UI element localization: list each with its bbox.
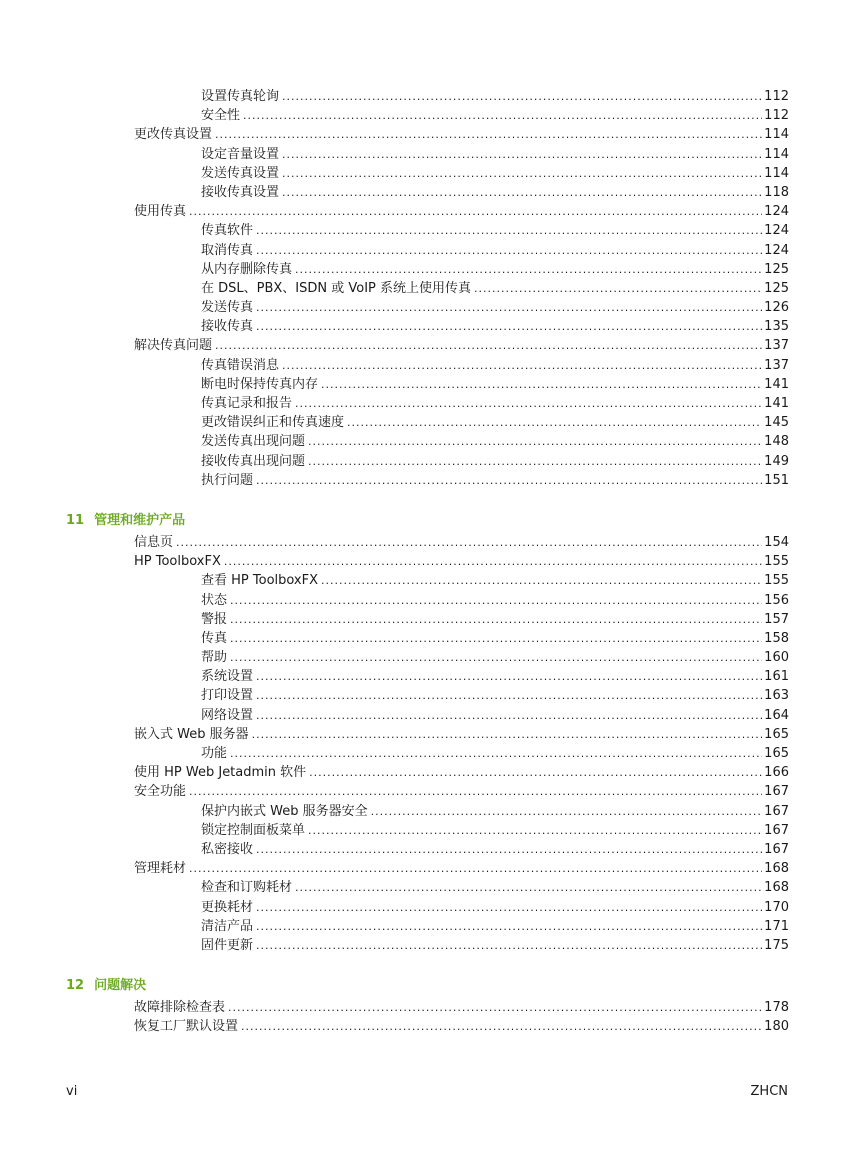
toc-entry-title: 更改错误纠正和传真速度: [201, 415, 345, 431]
toc-entry[interactable]: [134, 1017, 789, 1036]
toc-entry-title: 传真软件: [201, 223, 254, 239]
toc-entry[interactable]: [134, 125, 789, 144]
toc-entry-title: 警报: [201, 611, 228, 627]
toc-group: [0, 571, 868, 725]
toc-entry-title: 功能: [201, 746, 228, 761]
toc-entry-page: 160: [764, 650, 789, 666]
toc-entry[interactable]: [134, 202, 789, 221]
toc-subentry[interactable]: [201, 821, 789, 840]
toc-subentry[interactable]: [201, 298, 789, 317]
dot-leader: [189, 782, 762, 801]
toc-entry-page: 165: [764, 746, 789, 761]
dot-leader: [241, 1017, 762, 1036]
footer-page-number: vi: [66, 1084, 78, 1099]
toc-subentry[interactable]: [201, 221, 789, 240]
dot-leader: [309, 763, 762, 782]
dot-leader: [308, 821, 762, 840]
toc-entry-page: 156: [764, 592, 789, 608]
toc-entry-page: 141: [764, 396, 789, 411]
toc-subentry[interactable]: [201, 471, 789, 490]
toc-subentry[interactable]: [201, 164, 789, 183]
dot-leader: [282, 183, 762, 202]
toc-entry-page: 154: [764, 534, 789, 550]
toc-entry-page: 137: [764, 338, 789, 354]
dot-leader: [256, 221, 762, 240]
dot-leader: [256, 936, 762, 955]
toc-entry-page: 114: [764, 127, 789, 143]
dot-leader: [224, 552, 762, 571]
toc-entry-title: 检查和订购耗材: [201, 880, 293, 896]
dot-leader: [256, 317, 762, 336]
dot-leader: [252, 725, 763, 744]
toc-subentry[interactable]: [201, 394, 789, 413]
toc-entry-title: 设置传真轮询: [201, 89, 280, 104]
toc-entry-page: 164: [764, 707, 789, 723]
toc-group: [0, 356, 868, 490]
toc-group: [0, 878, 868, 955]
toc-entry-title: 使用传真: [134, 204, 187, 220]
dot-leader: [230, 629, 762, 648]
toc-subentry[interactable]: [201, 917, 789, 936]
toc-entry-page: 168: [764, 880, 789, 896]
toc-entry-title: 状态: [201, 592, 228, 608]
toc-entry-title: 设定音量设置: [201, 146, 280, 162]
dot-leader: [189, 202, 762, 221]
toc-entry-title: 帮助: [201, 650, 228, 666]
toc-subentry[interactable]: [201, 898, 789, 917]
toc-entry-title: 固件更新: [201, 937, 254, 953]
dot-leader: [321, 375, 762, 394]
dot-leader: [308, 452, 762, 471]
dot-leader: [256, 471, 762, 490]
toc-entry[interactable]: [134, 336, 789, 355]
toc-entry-title: 保护内嵌式 Web 服务器安全: [201, 803, 368, 819]
dot-leader: [295, 878, 762, 897]
toc-entry-title: 网络设置: [201, 707, 254, 723]
toc-group: [0, 87, 868, 125]
dot-leader: [243, 106, 762, 125]
dot-leader: [295, 260, 762, 279]
toc-subentry[interactable]: [201, 413, 789, 432]
dot-leader: [256, 298, 762, 317]
toc-group: [0, 744, 868, 763]
toc-entry-title: 取消传真: [201, 242, 254, 258]
toc-entry-title: 在 DSL、PBX、ISDN 或 VoIP 系统上使用传真: [201, 280, 472, 296]
toc-subentry[interactable]: [201, 375, 789, 394]
toc-entry-page: 178: [764, 1000, 789, 1016]
dot-leader: [256, 686, 762, 705]
toc-entry-title: 从内存删除传真: [201, 261, 293, 277]
dot-leader: [256, 840, 762, 859]
dot-leader: [256, 667, 762, 686]
toc-entry-page: 114: [764, 146, 789, 162]
toc-entry-page: 125: [764, 261, 789, 277]
toc-entry-title: 发送传真出现问题: [201, 434, 306, 450]
toc-subentry[interactable]: [201, 183, 789, 202]
toc-entry-page: 125: [764, 280, 789, 296]
toc-group: [0, 221, 868, 336]
toc-entry-page: 126: [764, 300, 789, 316]
toc-entry-page: 112: [764, 108, 789, 124]
dot-leader: [282, 145, 762, 164]
dot-leader: [256, 706, 762, 725]
dot-leader: [215, 336, 762, 355]
toc-subentry[interactable]: [201, 241, 789, 260]
toc-entry-title: 接收传真出现问题: [201, 453, 306, 469]
toc-entry-page: 167: [764, 784, 789, 800]
chapter-title: 管理和维护产品: [94, 512, 186, 528]
toc-entry-title: 嵌入式 Web 服务器: [134, 726, 249, 742]
toc-subentry[interactable]: [201, 571, 789, 590]
toc-entry-title: 私密接收: [201, 841, 254, 857]
toc-entry[interactable]: [134, 725, 789, 744]
toc-entry-page: 149: [764, 453, 789, 469]
footer-language-code: ZHCN: [750, 1084, 788, 1099]
toc-entry-title: 信息页: [134, 534, 174, 550]
toc-entry-page: 145: [764, 415, 789, 431]
chapter-number: 11: [66, 512, 85, 528]
toc-entry-title: 发送传真: [201, 300, 254, 316]
toc-entry-title: 接收传真设置: [201, 184, 280, 200]
toc-entry[interactable]: [134, 998, 789, 1017]
toc-entry-title: 更换耗材: [201, 899, 254, 915]
dot-leader: [230, 648, 762, 667]
toc-entry[interactable]: [134, 859, 789, 878]
toc-entry-page: 175: [764, 937, 789, 953]
toc-entry[interactable]: [134, 533, 789, 552]
dot-leader: [230, 744, 762, 763]
toc-entry-title: 打印设置: [201, 688, 254, 704]
toc-entry-title: 清洁产品: [201, 918, 254, 934]
toc-entry-page: 166: [764, 765, 789, 781]
toc-entry-page: 167: [764, 841, 789, 857]
dot-leader: [371, 802, 763, 821]
table-of-contents: [0, 87, 868, 1036]
toc-entry-page: 161: [764, 669, 789, 685]
toc-entry-page: 163: [764, 688, 789, 704]
chapter-number: 12: [66, 978, 85, 994]
toc-subentry[interactable]: [201, 591, 789, 610]
dot-leader: [282, 164, 762, 183]
toc-subentry[interactable]: [201, 802, 789, 821]
toc-entry-title: 安全性: [201, 108, 241, 124]
toc-entry-page: 112: [764, 89, 789, 104]
toc-group: [0, 802, 868, 860]
toc-subentry[interactable]: [201, 744, 789, 763]
chapter-heading[interactable]: [66, 509, 868, 533]
dot-leader: [295, 394, 762, 413]
dot-leader: [256, 241, 762, 260]
dot-leader: [176, 533, 762, 552]
toc-entry-title: 解决传真问题: [134, 338, 213, 354]
toc-entry-page: 155: [764, 573, 789, 589]
toc-subentry[interactable]: [201, 145, 789, 164]
toc-subentry[interactable]: [201, 878, 789, 897]
toc-entry-title: 查看 HP ToolboxFX: [201, 573, 319, 589]
toc-entry-title: 恢复工厂默认设置: [134, 1019, 239, 1035]
toc-entry-page: 114: [764, 165, 789, 181]
toc-entry-title: 管理耗材: [134, 861, 187, 877]
dot-leader: [228, 998, 762, 1017]
toc-entry[interactable]: [134, 552, 789, 571]
dot-leader: [308, 432, 762, 451]
toc-subentry[interactable]: [201, 706, 789, 725]
toc-entry-title: 故障排除检查表: [134, 1000, 226, 1016]
toc-entry-page: 158: [764, 630, 789, 646]
toc-subentry[interactable]: [201, 432, 789, 451]
toc-entry-page: 137: [764, 357, 789, 373]
toc-subentry[interactable]: [201, 317, 789, 336]
toc-entry-page: 167: [764, 822, 789, 838]
dot-leader: [256, 898, 762, 917]
dot-leader: [215, 125, 762, 144]
toc-entry-page: 151: [764, 472, 789, 488]
toc-entry-page: 141: [764, 376, 789, 392]
toc-entry-title: 安全功能: [134, 784, 187, 800]
dot-leader: [189, 859, 762, 878]
toc-entry-page: 168: [764, 861, 789, 877]
toc-entry-page: 155: [764, 554, 789, 570]
toc-entry-page: 170: [764, 899, 789, 915]
toc-entry-title: 传真记录和报告: [201, 396, 293, 411]
toc-entry-page: 180: [764, 1019, 789, 1035]
toc-subentry[interactable]: [201, 667, 789, 686]
dot-leader: [347, 413, 762, 432]
toc-entry-title: 断电时保持传真内存: [201, 376, 319, 392]
dot-leader: [256, 917, 762, 936]
toc-entry-title: 系统设置: [201, 669, 254, 685]
toc-entry-title: 锁定控制面板菜单: [201, 822, 306, 838]
spacer: [0, 955, 868, 974]
spacer: [0, 490, 868, 509]
toc-entry-page: 171: [764, 918, 789, 934]
toc-subentry[interactable]: [201, 452, 789, 471]
toc-subentry[interactable]: [201, 648, 789, 667]
dot-leader: [282, 356, 762, 375]
toc-entry-title: 执行问题: [201, 472, 254, 488]
toc-subentry[interactable]: [201, 936, 789, 955]
chapter-heading[interactable]: [66, 974, 868, 998]
toc-entry-page: 165: [764, 726, 789, 742]
toc-entry-title: 传真: [201, 630, 228, 646]
toc-group: [0, 145, 868, 203]
toc-entry-title: HP ToolboxFX: [134, 554, 221, 570]
toc-subentry[interactable]: [201, 356, 789, 375]
toc-subentry[interactable]: [201, 840, 789, 859]
toc-entry[interactable]: [134, 763, 789, 782]
chapter-title: 问题解决: [94, 978, 147, 994]
dot-leader: [321, 571, 762, 590]
toc-subentry[interactable]: [201, 87, 789, 106]
toc-entry-title: 更改传真设置: [134, 127, 213, 143]
toc-subentry[interactable]: [201, 279, 789, 298]
toc-entry-page: 167: [764, 803, 789, 819]
toc-entry-page: 124: [764, 204, 789, 220]
toc-subentry[interactable]: [201, 629, 789, 648]
dot-leader: [474, 279, 762, 298]
toc-entry-title: 发送传真设置: [201, 165, 280, 181]
toc-entry-page: 135: [764, 319, 789, 335]
toc-entry-page: 124: [764, 242, 789, 258]
toc-subentry[interactable]: [201, 106, 789, 125]
toc-subentry[interactable]: [201, 686, 789, 705]
toc-entry-title: 传真错误消息: [201, 357, 280, 373]
toc-entry-page: 148: [764, 434, 789, 450]
toc-subentry[interactable]: [201, 260, 789, 279]
toc-entry-page: 157: [764, 611, 789, 627]
dot-leader: [230, 591, 762, 610]
toc-entry[interactable]: [134, 782, 789, 801]
toc-subentry[interactable]: [201, 610, 789, 629]
toc-entry-title: 接收传真: [201, 319, 254, 335]
dot-leader: [282, 87, 762, 106]
toc-entry-page: 118: [764, 184, 789, 200]
toc-entry-page: 124: [764, 223, 789, 239]
toc-entry-title: 使用 HP Web Jetadmin 软件: [134, 765, 307, 781]
dot-leader: [230, 610, 762, 629]
